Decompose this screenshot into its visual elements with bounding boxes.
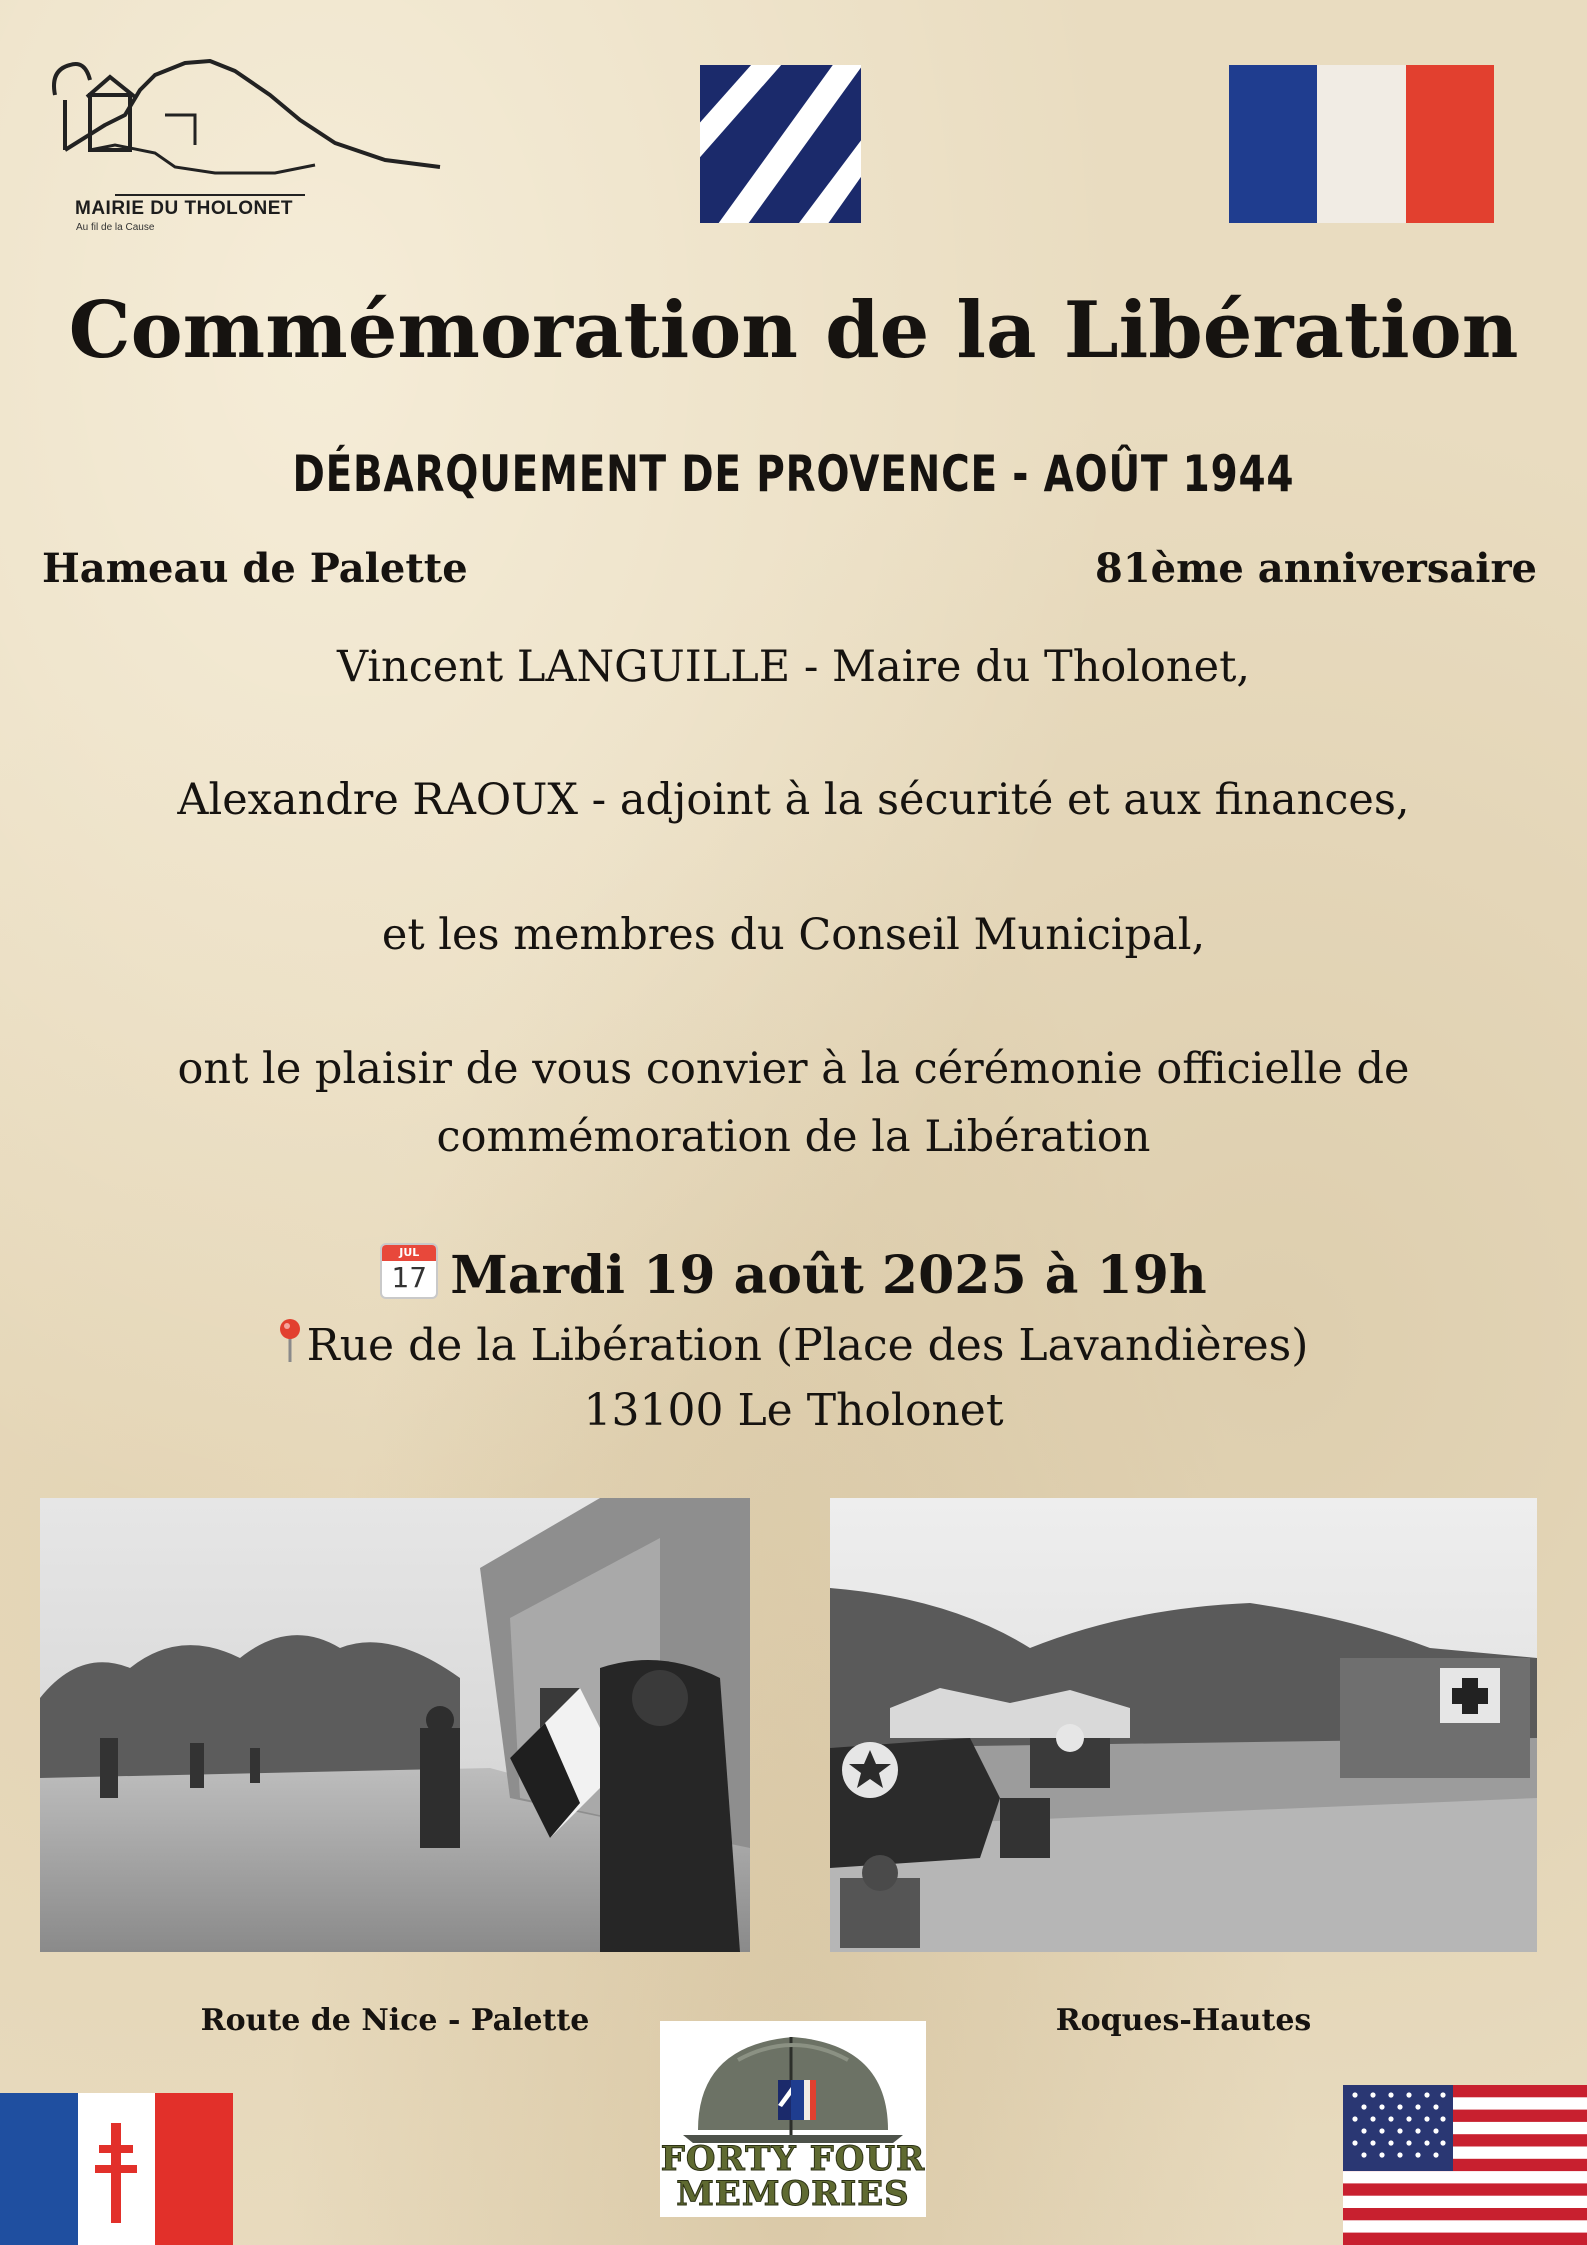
event-date-text: Mardi 19 août 2025 à 19h	[450, 1245, 1207, 1306]
event-address-line-2: 13100 Le Tholonet	[583, 1385, 1004, 1436]
helmet-icon	[678, 2025, 908, 2143]
anniversary-label: 81ème anniversaire	[1094, 545, 1537, 592]
3rd-infantry-division-flag-icon	[700, 65, 861, 223]
photo-caption-2: Roques-Hautes	[1055, 2003, 1312, 2038]
event-date	[0, 1243, 1587, 1306]
invitation-line-4: ont le plaisir de vous convier à la cérémonie officielle de	[177, 1044, 1410, 1094]
place-label: Hameau de Palette	[42, 545, 468, 592]
invitation-line-3: et les membres du Conseil Municipal,	[381, 910, 1206, 960]
page-title: Commémoration de la Libération	[68, 285, 1519, 376]
free-france-flag-icon	[0, 2093, 233, 2245]
french-flag-icon	[1229, 65, 1494, 223]
photo-roques-hautes	[830, 1498, 1537, 1952]
calendar-month: JUL	[382, 1245, 436, 1261]
ffm-line-1: FORTY FOUR	[660, 2139, 926, 2179]
logo-name: MAIRIE DU THOLONET	[75, 198, 293, 219]
subtitle: DÉBARQUEMENT DE PROVENCE - AOÛT 1944	[292, 445, 1295, 503]
event-address-line-1	[0, 1318, 1587, 1371]
photo-caption-1: Route de Nice - Palette	[200, 2003, 590, 2038]
invitation-line-5: commémoration de la Libération	[436, 1112, 1151, 1162]
invitation-line-1: Vincent LANGUILLE - Maire du Tholonet,	[336, 642, 1251, 692]
us-flag-icon	[1343, 2085, 1587, 2245]
photo-route-de-nice	[40, 1498, 750, 1952]
calendar-icon	[380, 1243, 438, 1299]
event-address-text: Rue de la Libération (Place des Lavandières)	[306, 1320, 1309, 1371]
location-pin-icon	[279, 1318, 301, 1362]
calendar-day: 17	[391, 1261, 428, 1294]
invitation-line-2: Alexandre RAOUX - adjoint à la sécurité et aux finances,	[177, 775, 1410, 825]
forty-four-memories-logo	[660, 2021, 926, 2217]
logo-tagline: Au fil de la Cause	[76, 222, 155, 233]
ffm-line-2: MEMORIES	[676, 2174, 910, 2214]
